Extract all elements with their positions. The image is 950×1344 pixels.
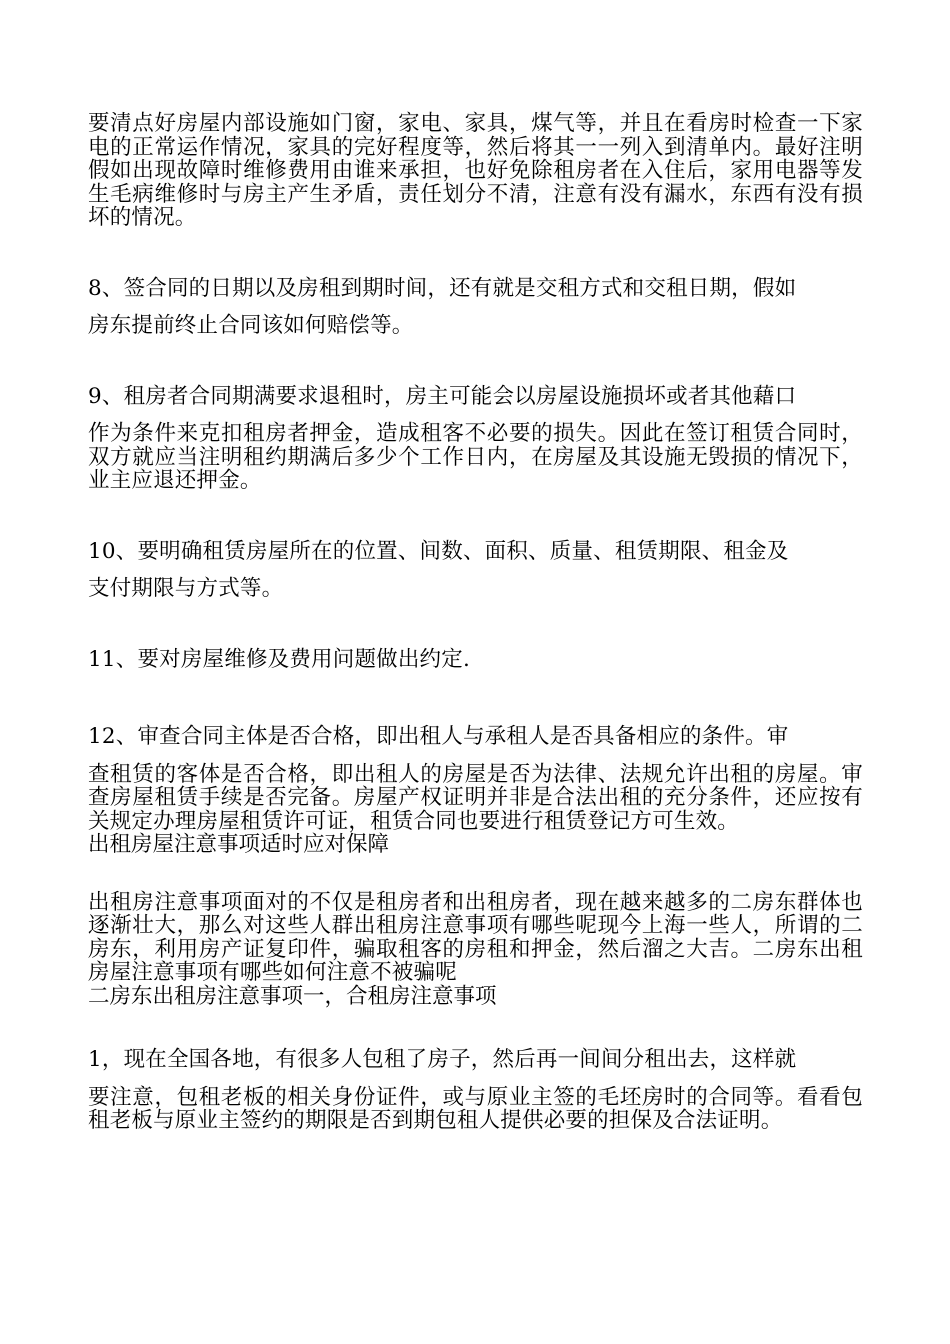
paragraph-item-1-rest: 要注意，包租老板的相关身份证件，或与原业主签的毛坯房时的合同等。看看包租老板与原业主签约的期限是否到期包租人提供必要的担保及合法证明。 <box>88 1084 863 1133</box>
paragraph-item-12 <box>88 725 863 833</box>
paragraph-item-10-first-line: 10、要明确租赁房屋所在的位置、间数、面积、质量、租赁期限、租金及 <box>88 538 789 564</box>
paragraph-item-9-first-line: 9、租房者合同期满要求退租时，房主可能会以房屋设施损坏或者其他藉口 <box>88 383 797 409</box>
paragraph-item-11: 11、要对房屋维修及费用问题做出约定. <box>88 646 470 672</box>
section-heading-rental-safeguards: 出租房屋注意事项适时应对保障 <box>88 832 390 857</box>
paragraph-intro: 要清点好房屋内部设施如门窗，家电、家具，煤气等，并且在看房时检查一下家电的正常运作情况，家具的完好程度等，然后将其一一列入到清单内。最好注明假如出现故障时维修费用由谁来承担，也好免除租房者在入住后，家用电器等发生毛病维修时与房主产生矛盾，责任划分不清，注意有没有漏水，东西有没有损坏的情况。 <box>88 111 863 230</box>
paragraph-item-1-first-line: 1，现在全国各地，有很多人包租了房子，然后再一间间分租出去，这样就 <box>88 1047 797 1072</box>
paragraph-item-8 <box>88 277 863 338</box>
paragraph-item-12-rest: 查租赁的客体是否合格，即出租人的房屋是否为法律、法规允许出租的房屋。审查房屋租赁手续是否完备。房屋产权证明并非是合法出租的充分条件，还应按有关规定办理房屋租赁许可证，租赁合同也要进行租赁登记方可生效。 <box>88 761 863 834</box>
paragraph-item-12-first-line: 12、审查合同主体是否合格，即出租人与承租人是否具备相应的条件。审 <box>88 724 789 749</box>
paragraph-item-9 <box>88 385 863 493</box>
paragraph-item-8-rest: 房东提前终止合同该如何赔偿等。 <box>88 313 414 338</box>
paragraph-item-10 <box>88 540 863 601</box>
paragraph-item-8-first-line: 8、签合同的日期以及房租到期时间，还有就是交租方式和交租日期，假如 <box>88 275 797 301</box>
section-heading-shared-rental: 二房东出租房注意事项一，合租房注意事项 <box>88 983 497 1009</box>
document-page <box>88 112 863 1133</box>
paragraph-item-10-rest: 支付期限与方式等。 <box>88 576 284 601</box>
paragraph-sublet-landlords: 出租房注意事项面对的不仅是租房者和出租房者，现在越来越多的二房东群体也逐渐壮大，那么对这些人群出租房注意事项有哪些呢现今上海一些人，所谓的二房东，利用房产证复印件，骗取租客的房租和押金，然后溜之大吉。二房东出租房屋注意事项有哪些如何注意不被骗呢 <box>88 889 863 985</box>
paragraph-item-1 <box>88 1048 863 1133</box>
paragraph-item-9-rest: 作为条件来克扣租房者押金，造成租客不必要的损失。因此在签订租赁合同时，双方就应当注明租约期满后多少个工作日内，在房屋及其设施无毁损的情况下，业主应退还押金。 <box>88 421 863 493</box>
